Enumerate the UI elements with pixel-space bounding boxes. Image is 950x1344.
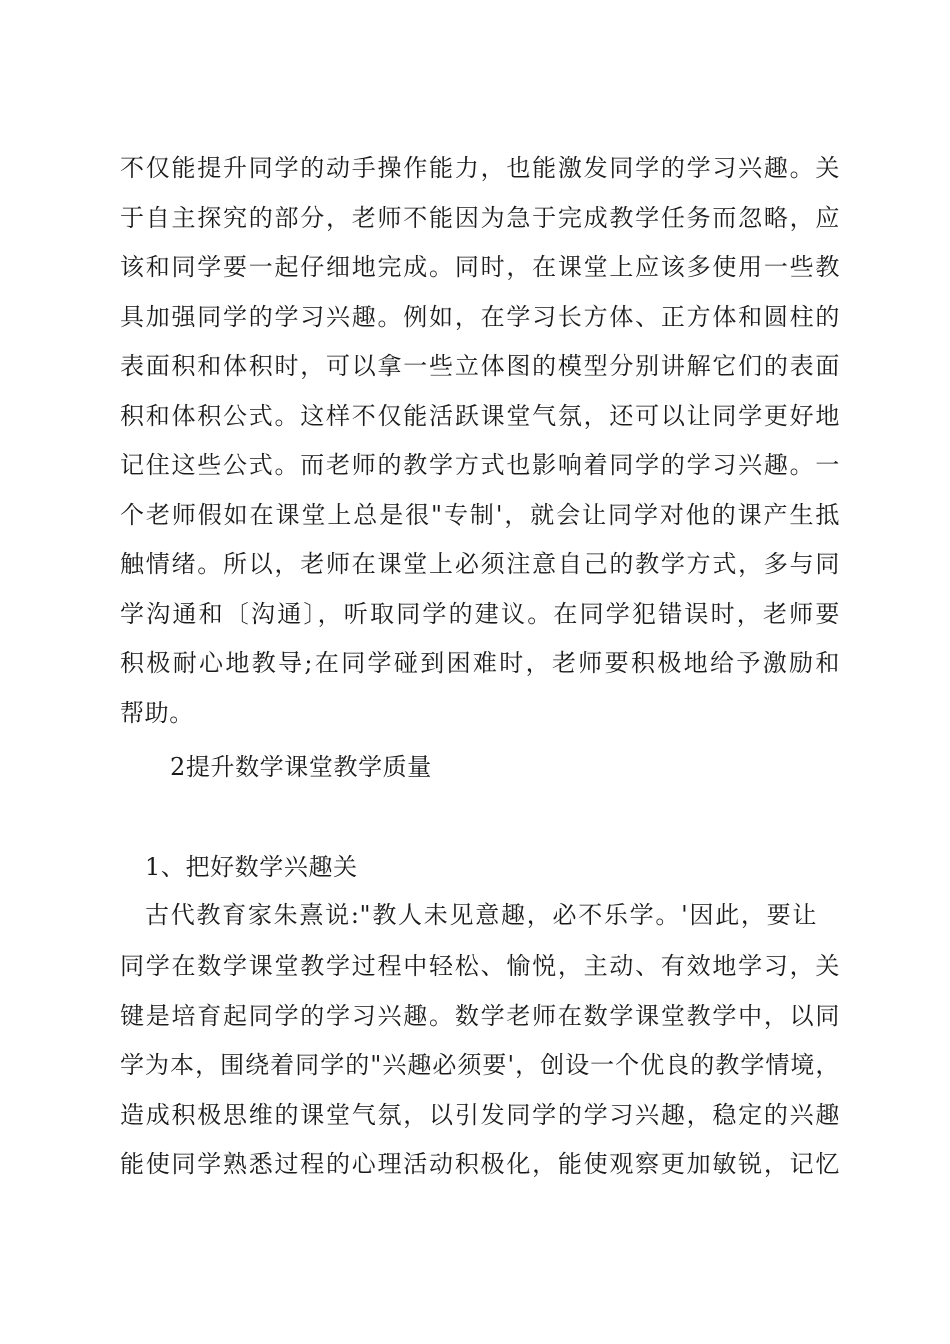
- paragraph-1-line: 积极耐心地教导;在同学碰到困难时，老师要积极地给予激励和: [120, 649, 840, 677]
- paragraph-1-line: 具加强同学的学习兴趣。例如，在学习长方体、正方体和圆柱的: [120, 303, 840, 331]
- paragraph-2-line: 造成积极思维的课堂气氛，以引发同学的学习兴趣，稳定的兴趣: [120, 1101, 840, 1129]
- paragraph-2-line: 学为本，围绕着同学的"兴趣必须要'，创设一个优良的教学情境，: [120, 1051, 840, 1079]
- paragraph-1-line: 帮助。: [120, 699, 194, 727]
- section-heading: 2提升数学课堂教学质量: [170, 753, 432, 781]
- paragraph-2-line: 同学在数学课堂教学过程中轻松、愉悦，主动、有效地学习，关: [120, 952, 840, 980]
- subsection-heading: 1、把好数学兴趣关: [145, 853, 358, 881]
- paragraph-1-line: 不仅能提升同学的动手操作能力，也能激发同学的学习兴趣。关: [120, 154, 840, 182]
- paragraph-1-line: 触情绪。所以，老师在课堂上必须注意自己的教学方式，多与同: [120, 550, 840, 578]
- paragraph-2-line: 键是培育起同学的学习兴趣。数学老师在数学课堂教学中，以同: [120, 1002, 840, 1030]
- paragraph-1-line: 于自主探究的部分，老师不能因为急于完成教学任务而忽略，应: [120, 204, 840, 232]
- paragraph-2-line: 古代教育家朱熹说:"教人未见意趣，必不乐学。'因此，要让: [145, 901, 817, 929]
- paragraph-1-line: 记住这些公式。而老师的教学方式也影响着同学的学习兴趣。一: [120, 451, 840, 479]
- paragraph-1-line: 积和体积公式。这样不仅能活跃课堂气氛，还可以让同学更好地: [120, 402, 840, 430]
- paragraph-1-line: 表面积和体积时，可以拿一些立体图的模型分别讲解它们的表面: [120, 352, 840, 380]
- paragraph-1-line: 该和同学要一起仔细地完成。同时，在课堂上应该多使用一些教: [120, 253, 840, 281]
- paragraph-1-line: 个老师假如在课堂上总是很"专制'，就会让同学对他的课产生抵: [120, 501, 840, 529]
- paragraph-2-line: 能使同学熟悉过程的心理活动积极化，能使观察更加敏锐，记忆: [120, 1150, 840, 1178]
- paragraph-1-line: 学沟通和〔沟通〕，听取同学的建议。在同学犯错误时，老师要: [120, 600, 840, 628]
